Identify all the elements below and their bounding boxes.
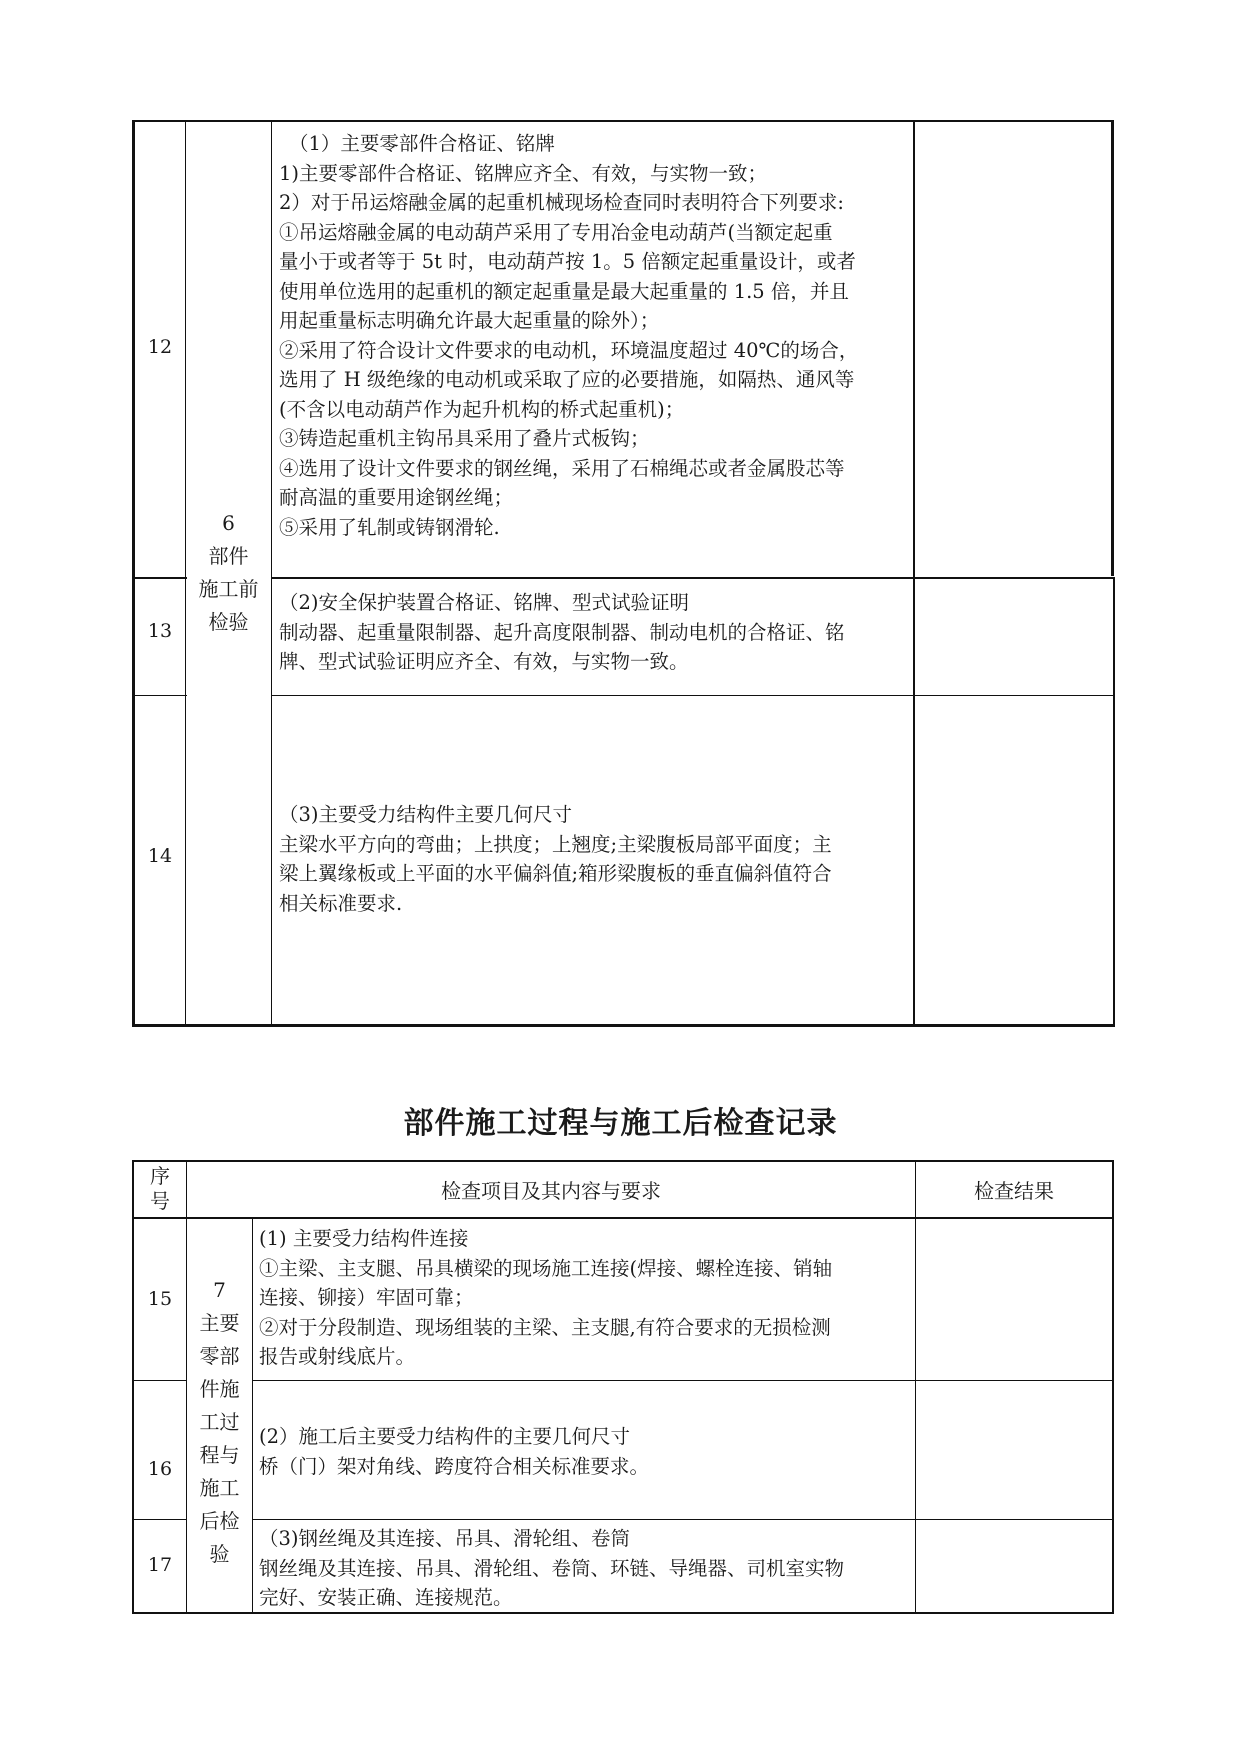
requirement-line: 2）对于吊运熔融金属的起重机械现场检查同时表明符合下列要求: xyxy=(279,191,844,214)
requirement-line: ①主梁、主支腿、吊具横梁的现场施工连接(焊接、螺栓连接、销轴 xyxy=(259,1256,833,1280)
category-cell-7 xyxy=(187,1274,252,1571)
header-number-line: 号 xyxy=(150,1189,170,1213)
requirement-line: 桥（门）架对角线、跨度符合相关标准要求。 xyxy=(259,1454,650,1478)
requirement-line: 完好、安装正确、连接规范。 xyxy=(259,1586,513,1609)
category-line: 件施 xyxy=(199,1377,240,1401)
requirement-line: (不含以电动葫芦作为起升机构的桥式起重机)； xyxy=(279,397,685,421)
requirement-line: (2）施工后主要受力结构件的主要几何尺寸 xyxy=(259,1425,631,1448)
requirement-line: 牌、型式试验证明应齐全、有效，与实物一致。 xyxy=(279,650,689,673)
requirement-line: 制动器、起重量限制器、起升高度限制器、制动电机的合格证、铭 xyxy=(279,620,845,644)
requirement-line: 梁上翼缘板或上平面的水平偏斜值;箱形梁腹板的垂直偏斜值符合 xyxy=(279,862,832,885)
requirement-line: ②采用了符合设计文件要求的电动机，环境温度超过 40℃的场合， xyxy=(279,338,859,362)
category-line: 部件 xyxy=(208,544,249,568)
category-cell-6 xyxy=(186,507,271,639)
requirement-line: 使用单位选用的起重机的额定起重量是最大起重量的 1.5 倍，并且 xyxy=(279,279,849,303)
requirement-line: 选用了 H 级绝缘的电动机或采取了应的必要措施，如隔热、通风等 xyxy=(279,368,855,391)
requirement-line: 耐高温的重要用途钢丝绳； xyxy=(279,486,514,509)
header-content: 检查项目及其内容与要求 xyxy=(441,1179,661,1203)
row-number-13: 13 xyxy=(147,620,173,642)
requirement-cell-14 xyxy=(279,800,911,918)
row-number-16: 16 xyxy=(147,1458,173,1480)
requirement-cell-16 xyxy=(259,1422,913,1481)
requirement-cell-12 xyxy=(279,129,911,542)
row-number-14: 14 xyxy=(147,845,173,867)
header-number xyxy=(134,1164,186,1214)
header-number-line: 序 xyxy=(150,1164,170,1188)
requirement-line: （2)安全保护装置合格证、铭牌、型式试验证明 xyxy=(279,591,690,614)
requirement-line: （1）主要零部件合格证、铭牌 xyxy=(289,132,555,155)
category-line: 验 xyxy=(209,1542,230,1566)
category-line: 施工 xyxy=(199,1476,240,1500)
requirement-line: ③铸造起重机主钩吊具采用了叠片式板钩； xyxy=(279,427,650,450)
category-line: 施工前 xyxy=(198,577,259,601)
category-line: 6 xyxy=(222,511,235,535)
requirement-line: 连接、铆接）牢固可靠； xyxy=(259,1286,474,1309)
requirement-line: （3)钢丝绳及其连接、吊具、滑轮组、卷筒 xyxy=(259,1527,631,1550)
requirement-line: 用起重量标志明确允许最大起重量的除外）； xyxy=(279,309,660,332)
requirement-line: (1) 主要受力结构件连接 xyxy=(259,1227,469,1250)
requirement-line: 1)主要零部件合格证、铭牌应齐全、有效，与实物一致； xyxy=(279,161,768,185)
row-number-15: 15 xyxy=(147,1288,173,1310)
requirement-cell-15 xyxy=(259,1224,913,1372)
requirement-line: ②对于分段制造、现场组装的主梁、主支腿,有符合要求的无损检测 xyxy=(259,1315,831,1339)
header-result: 检查结果 xyxy=(974,1179,1054,1203)
requirement-line: （3)主要受力结构件主要几何尺寸 xyxy=(279,803,573,826)
row-number-12: 12 xyxy=(147,336,173,358)
requirement-line: ⑤采用了轧制或铸钢滑轮. xyxy=(279,515,500,539)
requirement-line: 主梁水平方向的弯曲；上拱度；上翘度;主梁腹板局部平面度；主 xyxy=(279,832,832,856)
requirement-line: ④选用了设计文件要求的钢丝绳，采用了石棉绳芯或者金属股芯等 xyxy=(279,456,845,480)
category-line: 7 xyxy=(213,1278,226,1302)
requirement-line: 钢丝绳及其连接、吊具、滑轮组、卷筒、环链、导绳器、司机室实物 xyxy=(259,1556,845,1580)
category-line: 程与 xyxy=(199,1443,240,1467)
section-title: 部件施工过程与施工后检查记录 xyxy=(403,1106,838,1141)
requirement-line: ①吊运熔融金属的电动葫芦采用了专用冶金电动葫芦(当额定起重 xyxy=(279,220,833,244)
category-line: 主要 xyxy=(199,1311,240,1335)
requirement-line: 量小于或者等于 5t 时，电动葫芦按 1。5 倍额定起重量设计，或者 xyxy=(279,250,856,273)
requirement-line: 报告或射线底片。 xyxy=(259,1345,416,1368)
row-number-17: 17 xyxy=(147,1554,173,1576)
category-line: 零部 xyxy=(199,1344,240,1368)
requirement-cell-17 xyxy=(259,1524,913,1613)
category-line: 检验 xyxy=(208,610,249,634)
requirement-line: 相关标准要求. xyxy=(279,891,403,915)
category-line: 工过 xyxy=(199,1410,240,1434)
category-line: 后检 xyxy=(199,1509,240,1533)
requirement-cell-13 xyxy=(279,588,911,677)
